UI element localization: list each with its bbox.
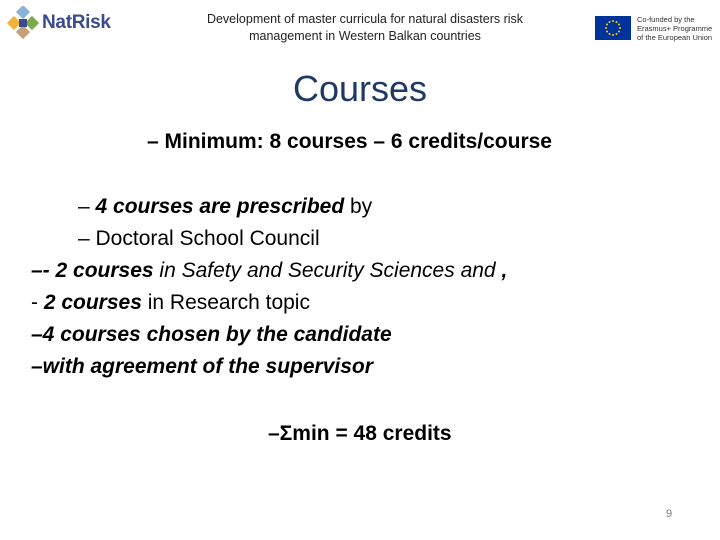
research-courses-text: in Research topic	[141, 291, 310, 314]
project-title-line2: management in Western Balkan countries	[249, 29, 481, 43]
project-title-line1: Development of master curricula for natural disasters risk	[206, 12, 524, 26]
slide-title: Courses	[292, 68, 428, 109]
prescribed-emphasis: 4 courses are prescribed	[95, 195, 345, 218]
prescribed-by: by	[344, 195, 373, 218]
safety-security-line	[31, 259, 507, 283]
safety-courses-text: in Safety and Security Sciences and	[153, 259, 502, 282]
candidate-courses-line: –4 courses chosen by the candidate	[31, 323, 392, 346]
minimum-credits-line: –Σmin = 48 credits	[268, 422, 452, 445]
doctoral-council-line: – Doctoral School Council	[78, 227, 320, 250]
logo-wordmark: NatRisk	[42, 12, 111, 33]
minimum-courses-line: – Minimum: 8 courses – 6 credits/course	[147, 130, 552, 153]
safety-courses-emphasis: –- 2 courses	[31, 259, 154, 282]
research-topic-line	[31, 291, 310, 315]
research-courses-emphasis: 2 courses	[43, 291, 142, 314]
prescribed-courses-line	[78, 195, 372, 219]
research-dash: -	[31, 291, 44, 314]
eu-text-line1: Co-funded by the	[637, 15, 695, 24]
eu-text-line3: of the European Union	[637, 33, 713, 42]
supervisor-agreement-line: –with agreement of the supervisor	[31, 355, 373, 378]
page-number: 9	[666, 508, 673, 520]
bullet-dash: –	[78, 195, 96, 218]
eu-text-line2: Erasmus+ Programme	[637, 24, 713, 33]
safety-courses-comma: ,	[501, 259, 508, 282]
